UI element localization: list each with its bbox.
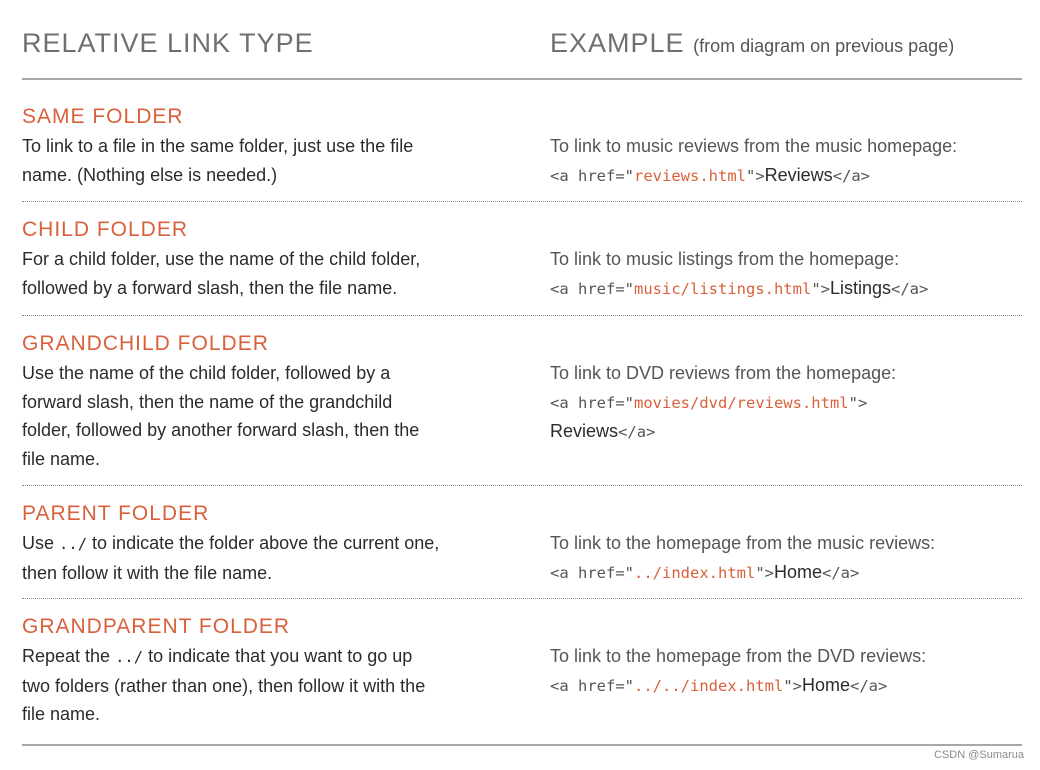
example-code [550, 388, 1020, 418]
description-line [22, 529, 500, 559]
code-link-text: Reviews [550, 421, 619, 441]
code-open: <a href=" [550, 279, 634, 298]
example-title: EXAMPLE [550, 28, 685, 58]
example-code [550, 671, 1020, 701]
section-divider [22, 598, 1022, 599]
example-intro: To link to the homepage from the DVD reviews: [550, 646, 927, 666]
section-example [550, 642, 1020, 700]
code-link-text: Home [801, 674, 850, 695]
code-open: <a href=" [550, 393, 634, 412]
description-line: folder, followed by another forward slash, then the [22, 420, 420, 440]
description-text: Repeat the [22, 646, 111, 666]
description-text: to indicate that you want to go up [148, 646, 413, 666]
code-link-text: Home [774, 561, 823, 582]
example-code-continued [550, 417, 1020, 447]
section-example [550, 529, 1020, 587]
section-divider [22, 315, 1022, 316]
description-line: For a child folder, use the name of the child folder, [22, 249, 421, 269]
description-text: Use [22, 533, 55, 553]
section-description [22, 359, 500, 473]
code-close: "> [755, 563, 774, 582]
footer-divider [22, 744, 1022, 746]
description-line: Use the name of the child folder, followed by a [22, 363, 391, 383]
section-example [550, 359, 1020, 447]
code-open: <a href=" [550, 563, 634, 582]
section-title: CHILD FOLDER [22, 218, 189, 241]
section-description [22, 642, 500, 729]
code-href: ../../index.html [634, 676, 784, 695]
code-close: "> [783, 676, 802, 695]
example-intro: To link to music reviews from the music homepage: [550, 136, 958, 156]
column-title-example [550, 28, 954, 59]
code-link-text: Reviews [764, 164, 833, 185]
code-close: "> [745, 166, 765, 185]
code-close: "> [848, 393, 868, 412]
column-title-link-type: RELATIVE LINK TYPE [22, 28, 314, 58]
example-subtitle: (from diagram on previous page) [693, 36, 955, 56]
section-description [22, 245, 500, 302]
description-line: forward slash, then the name of the grandchild [22, 391, 393, 412]
description-line: name. (Nothing else is needed.) [22, 164, 278, 185]
description-code: ../ [59, 535, 88, 553]
code-end: </a> [618, 423, 656, 441]
code-open: <a href=" [550, 166, 634, 185]
description-line: followed by a forward slash, then the file name. [22, 277, 398, 298]
section-title: GRANDCHILD FOLDER [22, 332, 269, 355]
example-code [550, 161, 1020, 191]
description-line: two folders (rather than one), then follow it with the [22, 675, 426, 696]
example-intro: To link to the homepage from the music reviews: [550, 533, 936, 553]
code-end: </a> [850, 676, 888, 695]
section-example [550, 245, 1020, 303]
description-line: file name. [22, 704, 101, 724]
code-href: movies/dvd/reviews.html [634, 393, 849, 412]
code-end: </a> [832, 166, 871, 185]
description-line: To link to a file in the same folder, just use the file [22, 136, 414, 156]
section-title: GRANDPARENT FOLDER [22, 615, 291, 638]
description-code: ../ [115, 648, 144, 666]
code-end: </a> [891, 279, 929, 298]
description-text: to indicate the folder above the current one, [92, 533, 440, 553]
section-description [22, 132, 500, 189]
section-divider [22, 485, 1022, 486]
table-header [22, 28, 1022, 78]
example-code [550, 274, 1020, 304]
example-intro: To link to DVD reviews from the homepage: [550, 363, 897, 383]
code-close: "> [811, 279, 830, 298]
section-title: PARENT FOLDER [22, 502, 210, 525]
code-link-text: Listings [829, 277, 892, 298]
code-end: </a> [822, 563, 860, 582]
section-divider [22, 201, 1022, 202]
section-description [22, 529, 500, 587]
code-href: ../index.html [634, 563, 756, 582]
example-intro: To link to music listings from the homepage: [550, 249, 900, 269]
example-code [550, 558, 1020, 588]
code-href: music/listings.html [634, 279, 812, 298]
code-href: reviews.html [634, 166, 746, 185]
section-example [550, 132, 1020, 190]
section-title: SAME FOLDER [22, 105, 184, 128]
watermark: CSDN @Sumarua [933, 749, 1024, 761]
code-open: <a href=" [550, 676, 634, 695]
description-line: file name. [22, 448, 101, 469]
header-divider [22, 78, 1022, 80]
description-line: then follow it with the file name. [22, 562, 273, 583]
description-line [22, 642, 500, 672]
